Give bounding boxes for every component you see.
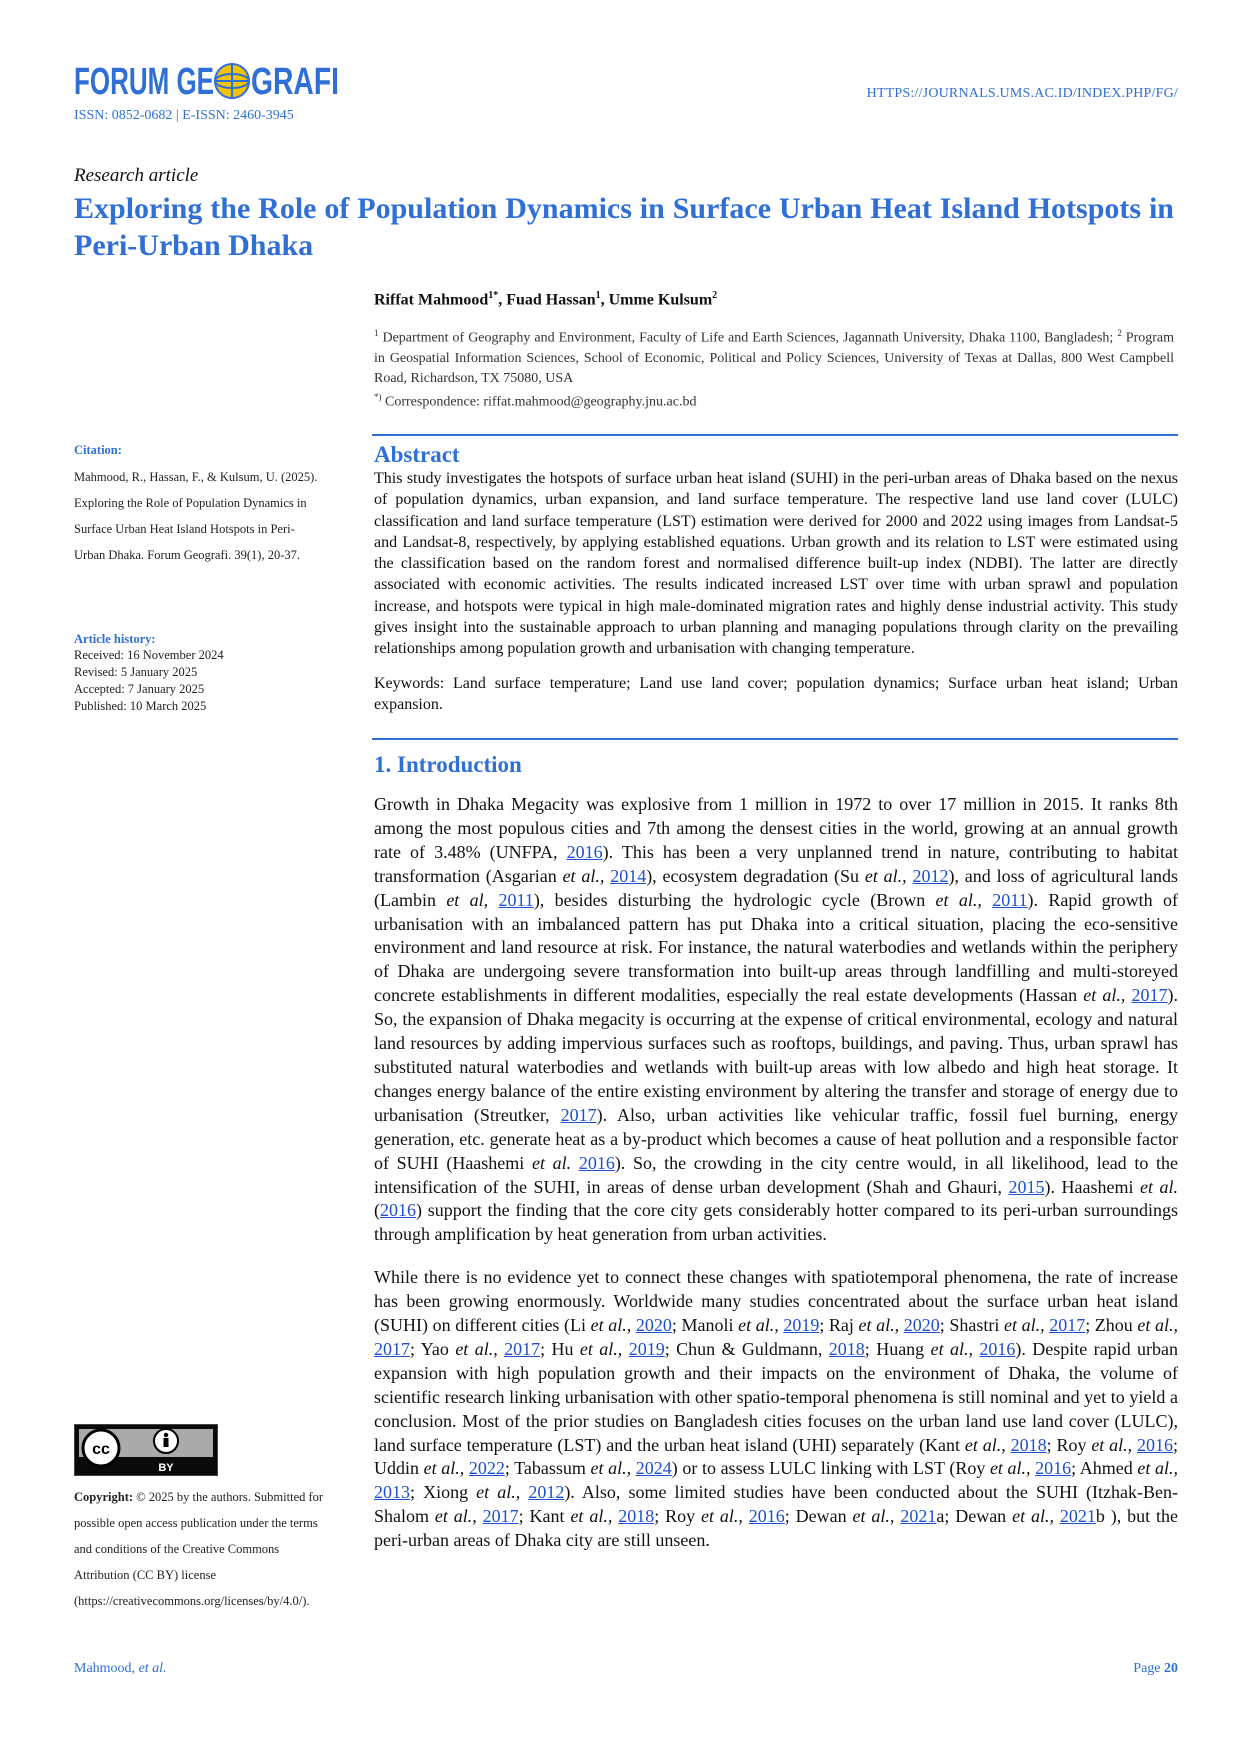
cc-label: cc	[92, 1441, 110, 1458]
abstract-heading: Abstract	[374, 442, 460, 467]
journal-url[interactable]: HTTPS://JOURNALS.UMS.AC.ID/INDEX.PHP/FG/	[866, 86, 1178, 101]
citation-link[interactable]: 2018	[618, 1506, 655, 1527]
citation-link[interactable]: 2019	[628, 1338, 665, 1359]
citation-link[interactable]: 2011	[992, 889, 1028, 910]
footer-page: Page 20	[1133, 1661, 1178, 1676]
citation-link[interactable]: 2017	[504, 1338, 541, 1359]
citation-link[interactable]: 2020	[635, 1315, 672, 1336]
citation-block	[74, 443, 324, 568]
history-heading: Article history:	[74, 632, 156, 646]
copyright-text: © 2025 by the authors. Submitted for possible open access publication under the terms and conditions of the Creative Commons Attribution (CC BY) license (https://creativecommons.org/licenses/by/4.0/).	[74, 1490, 324, 1608]
copyright-block	[74, 1484, 324, 1614]
citation-link[interactable]: 2011	[498, 889, 534, 910]
affiliation-2: Program in Geospatial Information Sciences, School of Economic, Political and Policy Sciences, University of Texas at Dallas, 800 West Campbell Road, Richardson, TX 75080, USA	[374, 330, 1175, 386]
intro-paragraph-2: While there is no evidence yet to connect these changes with spatiotemporal phenomena, the rate of increase has been growing enormously. Worldwide many studies concentrated about the surface urban heat island (SUHI) on different cities (Li et al., 2020; Manoli et al., 2019; Raj et al., 2020; Shastri et al., 2017; Zhou et al., 2017; Yao et al., 2017; Hu et al., 2019; Chun & Guldmann, 2018; Huang et al., 2016). Despite rapid urban expansion with high population growth and their impacts on the environment of Dhaka, the volume of scientific research linking urbanisation with other spatio-temporal phenomena is still nominal and yet to yield a conclusion. Most of the prior studies on Bangladesh cities focuses on the urban land use land cover (LULC), land surface temperature (LST) and the urban heat island (UHI) separately (Kant et al., 2018; Roy et al., 2016; Uddin et al., 2022; Tabassum et al., 2024) or to assess LULC linking with LST (Roy et al., 2016; Ahmed et al., 2013; Xiong et al., 2012). Also, some limited studies have been conducted about the SUHI (Itzhak-Ben-Shalom et al., 2017; Kant et al., 2018; Roy et al., 2016; Dewan et al., 2021a; Dewan et al., 2021b ), but the peri-urban areas of Dhaka city are still unseen.	[374, 1267, 1179, 1551]
citation-link[interactable]: 2017	[482, 1506, 519, 1527]
introduction-heading: 1. Introduction	[374, 752, 522, 777]
citation-link[interactable]: 2024	[635, 1458, 672, 1479]
history-received: Received: 16 November 2024	[74, 648, 224, 662]
correspondence: *) Correspondence: riffat.mahmood@geography.jnu.ac.bd	[374, 392, 697, 410]
citation-link[interactable]: 2016	[748, 1506, 785, 1527]
citation-link[interactable]: 2021	[900, 1506, 937, 1527]
citation-text: Mahmood, R., Hassan, F., & Kulsum, U. (2025). Exploring the Role of Population Dynamics in Surface Urban Heat Island Hotspots in Peri-Urban Dhaka. Forum Geografi. 39(1), 20-37.	[74, 470, 318, 562]
affiliation-1: Department of Geography and Environment, Faculty of Life and Earth Sciences, Jagannath University, Dhaka 1100, Bangladesh;	[382, 330, 1114, 346]
citation-link[interactable]: 2017	[1131, 985, 1168, 1006]
citation-link[interactable]: 2016	[566, 841, 603, 862]
paper-title: Exploring the Role of Population Dynamics in Surface Urban Heat Island Hotspots in Peri-Urban Dhaka	[74, 192, 1174, 262]
authors: Riffat Mahmood$^{1*}$, Fuad Hassan$^1$, Umme Kulsum$^2$	[374, 290, 718, 309]
author-sup: 1	[595, 290, 601, 301]
by-label: BY	[158, 1462, 174, 1474]
citation-link[interactable]: 2020	[903, 1315, 940, 1336]
introduction-section	[374, 752, 1178, 1553]
abstract-text: This study investigates the hotspots of surface urban heat island (SUHI) in the peri-urban areas of Dhaka based on the nexus of population dynamics, urban expansion, and land surface temperature. The respective land use land cover (LULC) classification and land surface temperature (LST) estimation were derived for 2000 and 2022 using images from Landsat-5 and Landsat-8, respectively, by applying established equations. Urban growth and its relation to LST were estimated using the classification based on the random forest and normalised difference built-up index (NDBI). The latter are directly associated with economic activities. The results indicated increased LST over time with urban sprawl and population increase, and hotspots were typical in high male-dominated migration rates and highly dense industrial activity. This study gives insight into the sustainable approach to urban planning and managing populations through clarity on the prevailing relationships among population growth and urbanisation with changing temperature.	[374, 470, 1178, 658]
author-name: Fuad Hassan	[506, 291, 596, 309]
svg-text:FORUM GE: FORUM GE	[74, 61, 214, 103]
history-accepted: Accepted: 7 January 2025	[74, 682, 205, 696]
citation-link[interactable]: 2022	[468, 1458, 505, 1479]
citation-link[interactable]: 2018	[1010, 1434, 1047, 1455]
journal-logo	[74, 58, 339, 102]
history-published: Published: 10 March 2025	[74, 699, 207, 713]
abstract-section	[374, 442, 1178, 715]
svg-text:GRAFI: GRAFI	[251, 61, 339, 103]
citation-link[interactable]: 2013	[374, 1482, 410, 1503]
author-sup: 2	[712, 290, 718, 301]
cc-by-license-badge[interactable]	[74, 1424, 218, 1476]
citation-link[interactable]: 2016	[1035, 1458, 1072, 1479]
issn: ISSN: 0852-0682 | E-ISSN: 2460-3945	[74, 108, 294, 123]
citation-link[interactable]: 2012	[912, 865, 949, 886]
divider	[372, 738, 1178, 740]
citation-link[interactable]: 2016	[979, 1338, 1016, 1359]
citation-link[interactable]: 2015	[1008, 1176, 1045, 1197]
author-name: Riffat Mahmood	[374, 291, 489, 309]
citation-link[interactable]: 2018	[828, 1338, 865, 1359]
citation-link[interactable]: 2014	[610, 865, 647, 886]
author-sup: 1*	[488, 290, 499, 301]
divider	[372, 434, 1178, 436]
article-type: Research article	[74, 165, 199, 186]
citation-link[interactable]: 2016	[1137, 1434, 1174, 1455]
citation-link[interactable]: 2016	[578, 1152, 615, 1173]
page-number: 20	[1164, 1661, 1178, 1676]
citation-heading: Citation:	[74, 443, 122, 457]
citation-link[interactable]: 2017	[1049, 1315, 1086, 1336]
copyright-label: Copyright:	[74, 1490, 134, 1504]
footer-author: Mahmood, et al.	[74, 1661, 167, 1676]
affiliations: $^1$ Department of Geography and Environment, Faculty of Life and Earth Sciences, Jagannath University, Dhaka 1100, Bangladesh; $^2$ Program in Geospatial Information Sciences, School of Economic, Political and Policy Sciences, University of Texas at Dallas, 800 West Campbell Road, Richardson, TX 75080, USA	[374, 328, 1175, 386]
citation-link[interactable]: 2019	[783, 1315, 820, 1336]
citation-link[interactable]: 2017	[374, 1338, 410, 1359]
citation-link[interactable]: 2017	[560, 1104, 597, 1125]
history-revised: Revised: 5 January 2025	[74, 665, 198, 679]
citation-link[interactable]: 2012	[528, 1482, 565, 1503]
intro-paragraph-1: Growth in Dhaka Megacity was explosive from 1 million in 1972 to over 17 million in 2015. It ranks 8th among the most populous cities and 7th among the densest cities in the world, growing at an annual growth rate of 3.48% (UNFPA, 2016). This has been a very unplanned trend in nature, contributing to habitat transformation (Asgarian et al., 2014), ecosystem degradation (Su et al., 2012), and loss of agricultural lands (Lambin et al, 2011), besides disturbing the hydrologic cycle (Brown et al., 2011). Rapid growth of urbanisation with an imbalanced pattern has put Dhaka into a critical situation, placing the eco-sensitive environment and land resource at risk. For instance, the natural waterbodies and wetlands within the periphery of Dhaka are undergoing severe transformation into built-up areas through landfilling and multi-storeyed concrete establishments in different modalities, especially the real estate developments (Hassan et al., 2017). So, the expansion of Dhaka megacity is occurring at the expense of critical environmental, ecology and natural land resources by adding impervious surfaces such as rooftops, buildings, and paving. Thus, urban sprawl has substituted natural waterbodies and wetlands with built-up areas with low albedo and high heat storage. It changes energy balance of the entire existing environment by altering the transfer and storage of energy due to urbanisation (Streutker, 2017). Also, urban activities like vehicular traffic, fossil fuel burning, energy generation, etc. generate heat as a by-product which becomes a cause of heat pollution and a responsible factor of SUHI (Haashemi et al. 2016). So, the crowding in the city centre would, in all likelihood, lead to the intensification of the SUHI, in areas of dense urban development (Shah and Ghauri, 2015). Haashemi et al. (2016) support the finding that the core city gets considerably hotter compared to its peri-urban surroundings through amplification by heat generation from urban activities.	[374, 794, 1179, 1245]
citation-link[interactable]: 2016	[380, 1200, 416, 1221]
author-name: Umme Kulsum	[608, 291, 713, 309]
citation-link[interactable]: 2021	[1059, 1506, 1096, 1527]
article-history	[74, 632, 324, 715]
keywords: Keywords: Land surface temperature; Land use land cover; population dynamics; Surface urban heat island; Urban expansion.	[374, 674, 1178, 713]
